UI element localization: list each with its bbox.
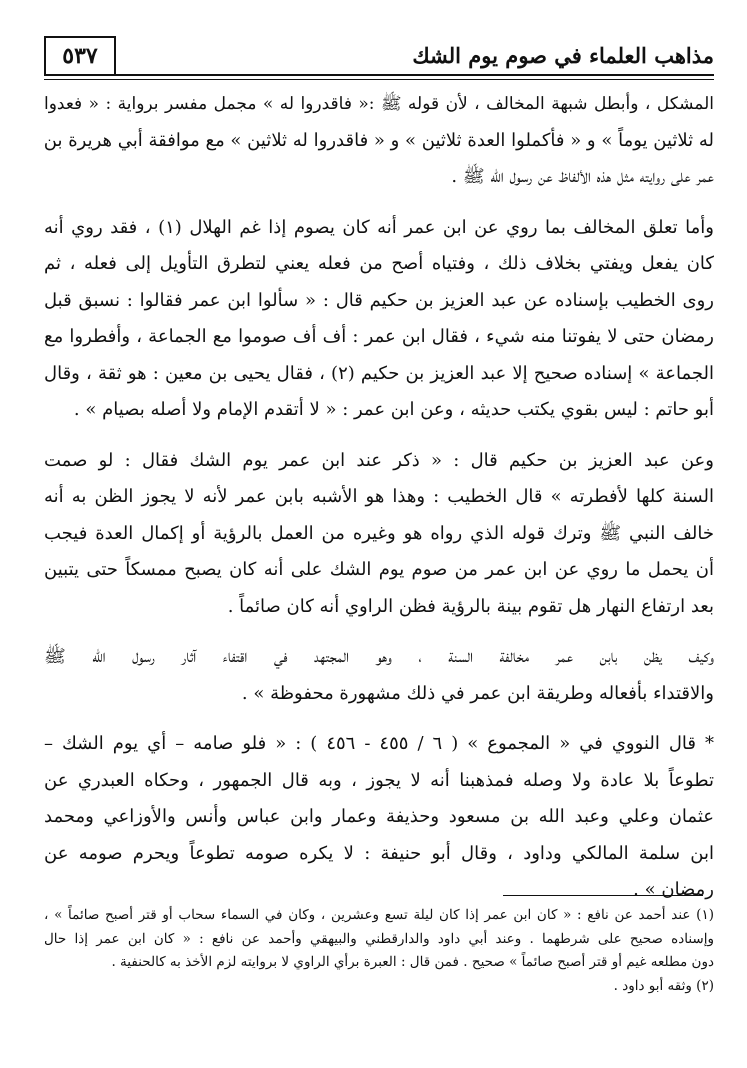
- text-line: روى الخطيب بإسناده عن عبد العزيز بن حكيم قال : « سألوا ابن عمر فقالوا : نسبق قبل: [44, 289, 714, 311]
- text-line: أن يحمل ما روي عن ابن عمر من صوم يوم الشك على أنه كان يصبح ممسكاً حتى يتبين: [44, 559, 714, 580]
- footnote-line: دون مطلعه غيم أو قتر أصبح صائماً » صحيح . فمن قال : العبرة برأي الراوي لا بروايته لزم الأخذ به كالحنفية .: [111, 954, 714, 970]
- running-title: مذاهب العلماء في صوم يوم الشك: [412, 43, 714, 68]
- text-line: تطوعاً بلا عادة ولا وصله فمذهبنا أنه لا يجوز ، وبه قال الجمهور ، وحكاه العبدري عن: [44, 769, 714, 791]
- text-line: له ثلاثين يوماً » و « فأكملوا العدة ثلاثين » و « فاقدروا له ثلاثين » مع موافقة أبي هريرة بن: [43, 129, 714, 151]
- text-line: الجماعة » إسناده صحيح إلا عبد العزيز بن حكيم (٢) ، فقال يحيى بن معين : هو ثقة ، وقال: [44, 362, 714, 384]
- text-line: وكيف يظن بابن عمر مخالفة السنة ، وهو المجتهد في اقتفاء آثار رسول الله ﷺ: [44, 646, 714, 667]
- paragraph-3: [44, 443, 714, 626]
- footnote-line: (٢) وثقه أبو داود .: [613, 977, 714, 994]
- footnote-divider: [503, 895, 703, 896]
- text-line: والاقتداء بأفعاله وطريقة ابن عمر في ذلك مشهورة محفوظة » .: [241, 682, 714, 704]
- footnote-line: (١) عند أحمد عن نافع : « كان ابن عمر إذا كان ليلة تسع وعشرين ، وكان في السماء سحاب أو قتر أصبح صائماً » ،: [44, 907, 714, 923]
- text-line: عثمان وعلي وعبد الله بن مسعود وحذيفة وعمار وابن عباس وأنس والأوزاعي ومحمد: [44, 806, 714, 827]
- text-line: وأما تعلق المخالف بما روي عن ابن عمر أنه كان يصوم إذا غم الهلال (١) ، فقد روي أنه: [44, 216, 714, 238]
- text-line: ابن سلمة المالكي وداود ، وقال أبو حنيفة : لا يكره صومه تطوعاً ويحرم صومه عن: [44, 842, 714, 864]
- text-line: رمضان حتى لا يفوتنا منه شيء ، فقال ابن عمر : أف أف صوموا مع الجماعة ، وأفطروا مع: [44, 326, 714, 347]
- paragraph-4: [44, 639, 714, 712]
- text-line: بعد ارتفاع النهار هل تقوم بينة بالرؤية فظن الراوي أنه كان صائماً .: [227, 595, 714, 617]
- page-header: [44, 36, 714, 76]
- body-text: [44, 86, 714, 923]
- text-line: وعن عبد العزيز بن حكيم قال : « ذكر عند ابن عمر يوم الشك فقال : لو صمت: [44, 449, 714, 471]
- text-line: كان يفعل ويفتي بخلاف ذلك ، وفتياه أصح من فعله يعني لتطرق التأويل إلى فعله ، ثم: [44, 253, 714, 274]
- text-line: أبو حاتم : ليس بقوي يكتب حديثه ، وعن ابن عمر : « لا أتقدم الإمام ولا أصله بصيام » .: [73, 399, 714, 420]
- text-line: رمضان » .: [633, 879, 714, 900]
- footnote-line: وإسناده صحيح على شرطهما . وعند أبي داود والدارقطني والبيهقي وأحمد عن نافع : « كان ابن عمر إذا حال: [44, 930, 714, 947]
- text-line: خالف النبي ﷺ وترك قوله الذي رواه هو وغيره من العمل بالرؤية أو إكمال العدة فيجب: [44, 522, 714, 544]
- page-number: ٥٣٧: [44, 36, 116, 74]
- text-line: المشكل ، وأبطل شبهة المخالف ، لأن قوله ﷺ :« فاقدروا له » مجمل مفسر برواية : « فعدوا: [44, 94, 714, 114]
- paragraph-5: [44, 726, 714, 909]
- paragraph-1: [44, 86, 714, 196]
- paragraph-2: [44, 210, 714, 429]
- text-line: السنة كلها لأفطرته » قال الخطيب : وهذا هو الأشبه بابن عمر لأنه لا يجوز الظن به أنه: [44, 486, 714, 507]
- text-line: * قال النووي في « المجموع » ( ٦ / ٤٥٥ - ٤٥٦ ) : « فلو صامه – أي يوم الشك –: [44, 733, 714, 754]
- footnotes: [44, 904, 714, 998]
- text-line: عمر على روايته مثل هذه الألفاظ عن رسول الله ﷺ .: [451, 166, 714, 187]
